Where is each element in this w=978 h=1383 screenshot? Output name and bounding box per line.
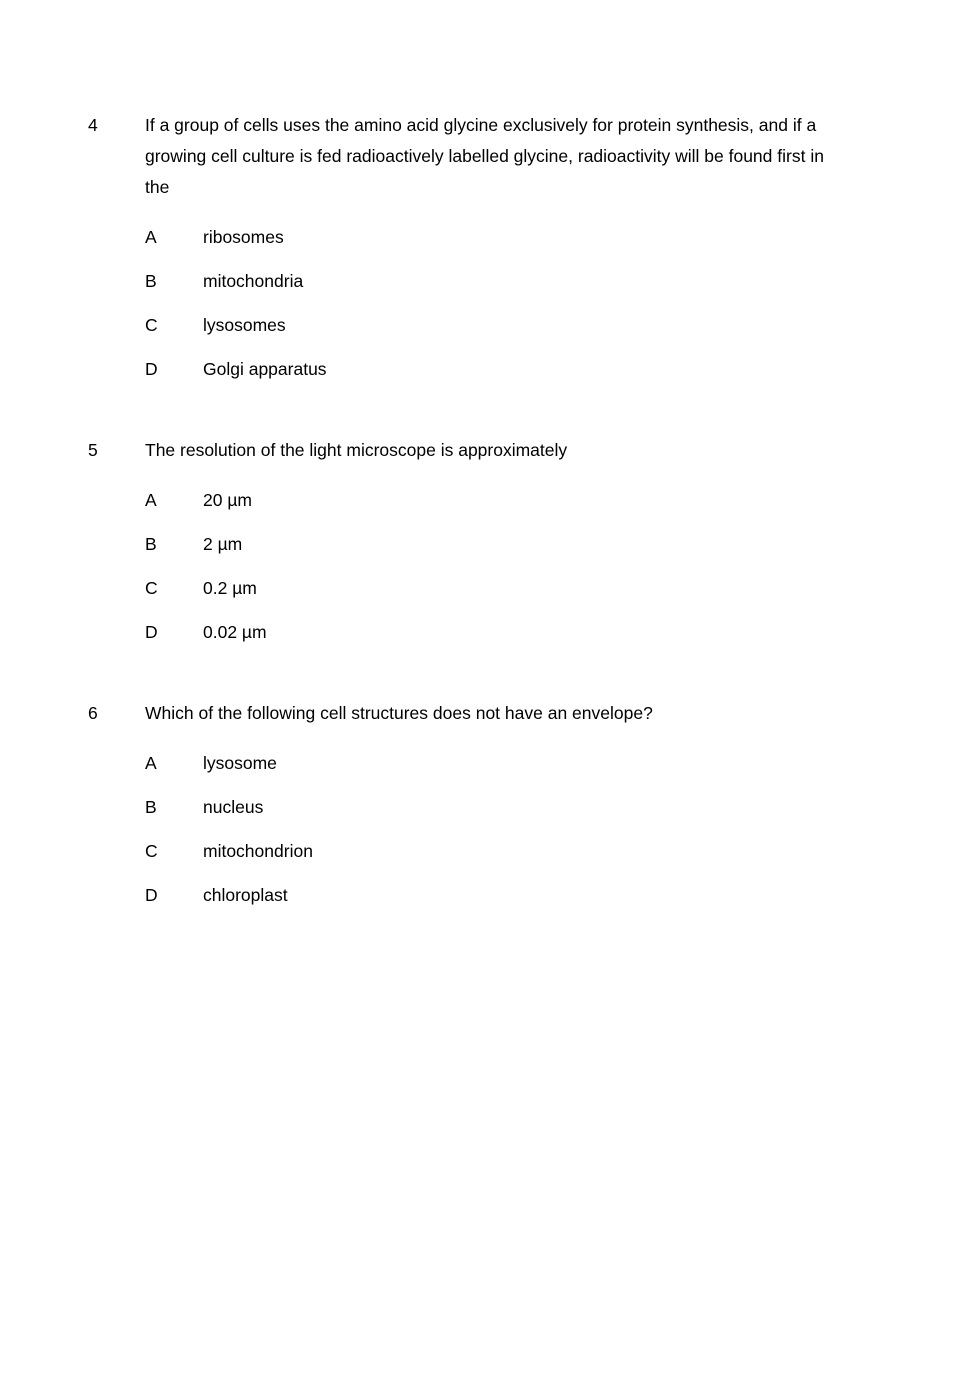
option-text: chloroplast — [203, 885, 288, 905]
question-heading — [88, 110, 888, 203]
option-b[interactable] — [145, 532, 888, 556]
option-text: lysosome — [203, 753, 277, 773]
question-block-4 — [88, 110, 888, 381]
option-letter: C — [145, 578, 158, 598]
option-c[interactable] — [145, 839, 888, 863]
option-letter: D — [145, 622, 158, 642]
question-heading — [88, 698, 888, 729]
option-text: ribosomes — [203, 227, 284, 247]
option-d[interactable] — [145, 357, 888, 381]
option-text: 20 µm — [203, 490, 252, 510]
option-a[interactable] — [145, 488, 888, 512]
option-text: 0.2 µm — [203, 578, 257, 598]
option-letter: D — [145, 885, 158, 905]
option-b[interactable] — [145, 795, 888, 819]
option-letter: D — [145, 359, 158, 379]
option-letter: B — [145, 797, 157, 817]
answer-options — [88, 751, 888, 907]
question-number: 5 — [88, 440, 98, 460]
option-c[interactable] — [145, 313, 888, 337]
option-text: lysosomes — [203, 315, 286, 335]
question-text: Which of the following cell structures does not have an envelope? — [145, 703, 653, 723]
question-text: The resolution of the light microscope is approximately — [145, 440, 568, 460]
option-letter: B — [145, 271, 157, 291]
option-letter: B — [145, 534, 157, 554]
option-letter: A — [145, 227, 157, 247]
option-text: Golgi apparatus — [203, 359, 327, 379]
question-number: 4 — [88, 115, 98, 135]
option-c[interactable] — [145, 576, 888, 600]
option-letter: A — [145, 490, 157, 510]
option-text: mitochondria — [203, 271, 304, 291]
option-text: 2 µm — [203, 534, 243, 554]
question-block-5 — [88, 435, 888, 644]
option-letter: C — [145, 315, 158, 335]
answer-options — [88, 488, 888, 644]
option-d[interactable] — [145, 883, 888, 907]
option-d[interactable] — [145, 620, 888, 644]
option-b[interactable] — [145, 269, 888, 293]
question-text: If a group of cells uses the amino acid glycine exclusively for protein synthesis, and if a growing cell culture is fed radioactively labelled glycine, radioactivity will be found first in the — [145, 115, 824, 197]
option-a[interactable] — [145, 225, 888, 249]
question-heading — [88, 435, 888, 466]
option-letter: A — [145, 753, 157, 773]
question-number: 6 — [88, 703, 98, 723]
option-text: nucleus — [203, 797, 264, 817]
option-text: mitochondrion — [203, 841, 313, 861]
option-a[interactable] — [145, 751, 888, 775]
question-block-6 — [88, 698, 888, 907]
answer-options — [88, 225, 888, 381]
option-letter: C — [145, 841, 158, 861]
option-text: 0.02 µm — [203, 622, 267, 642]
